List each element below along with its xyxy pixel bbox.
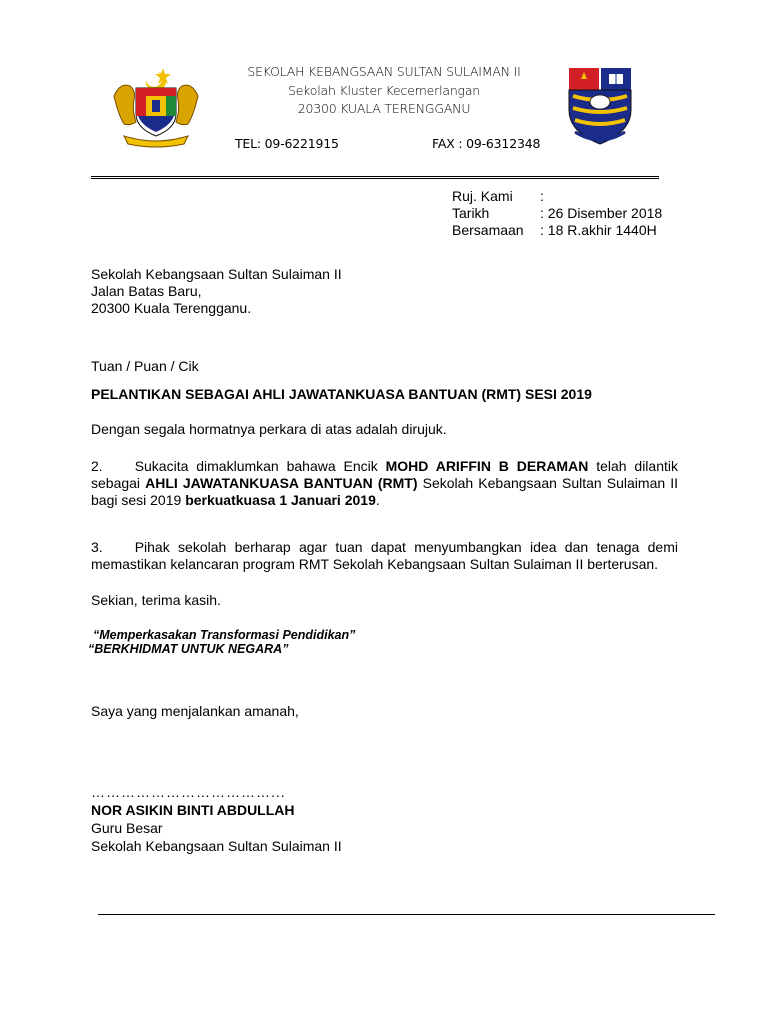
school-subtitle: Sekolah Kluster Kecemerlangan xyxy=(287,83,481,98)
reference-row xyxy=(452,222,662,239)
paragraph-text: Pihak sekolah berharap agar tuan dapat menyumbangkan idea dan tenaga demi memastikan kelancaran program RMT Sekolah Kebangsaan Sultan Sulaiman II berterusan. xyxy=(91,539,678,572)
reference-label: Bersamaan xyxy=(452,222,524,238)
paragraph-number: 2. xyxy=(91,458,103,474)
motto-line-2: “BERKHIDMAT UNTUK NEGARA” xyxy=(88,642,289,656)
appointed-role: AHLI JAWATANKUASA BANTUAN (RMT) xyxy=(145,475,418,491)
telephone-number: TEL: 09-6221915 xyxy=(235,136,339,151)
recipient-line: 20300 Kuala Terengganu. xyxy=(91,300,252,316)
paragraph-2 xyxy=(91,458,678,509)
reference-value: : 26 Disember 2018 xyxy=(540,205,663,221)
letterhead-separator-secondary xyxy=(91,178,659,179)
school-name: SEKOLAH KEBANGSAAN SULTAN SULAIMAN II xyxy=(247,64,521,79)
paragraph-text: telah dilantik sebagai xyxy=(91,458,678,491)
subject-heading: PELANTIKAN SEBAGAI AHLI JAWATANKUASA BANTUAN (RMT) SESI 2019 xyxy=(91,386,592,402)
reference-row xyxy=(452,188,662,205)
salutation: Tuan / Puan / Cik xyxy=(91,358,199,374)
paragraph-text: Sukacita dimaklumkan bahawa Encik xyxy=(134,458,386,474)
malaysia-coat-of-arms-logo xyxy=(108,66,204,148)
closing-line: Sekian, terima kasih. xyxy=(91,592,221,608)
school-address: 20300 KUALA TERENGGANU xyxy=(297,101,471,116)
motto-line-1: “Memperkasakan Transformasi Pendidikan” xyxy=(93,628,356,642)
reference-label: Tarikh xyxy=(452,205,490,221)
reference-block xyxy=(452,188,662,239)
recipient-line: Jalan Batas Baru, xyxy=(91,283,202,299)
signatory-school: Sekolah Kebangsaan Sultan Sulaiman II xyxy=(91,838,342,854)
paragraph-number: 3. xyxy=(91,539,103,555)
recipient-address xyxy=(91,266,342,317)
letterhead-separator xyxy=(91,176,659,177)
reference-value: : 18 R.akhir 1440H xyxy=(540,222,657,238)
signatory-name: NOR ASIKIN BINTI ABDULLAH xyxy=(91,802,295,818)
opening-line: Dengan segala hormatnya perkara di atas adalah dirujuk. xyxy=(91,421,447,437)
signatory-title: Guru Besar xyxy=(91,820,163,836)
appointee-name: MOHD ARIFFIN B DERAMAN xyxy=(385,458,589,474)
reference-value: : xyxy=(540,188,544,204)
effective-date: berkuatkuasa 1 Januari 2019 xyxy=(185,492,376,508)
paragraph-3 xyxy=(91,539,678,573)
fax-number: FAX : 09-6312348 xyxy=(432,136,541,151)
signature-line: ………………………………... xyxy=(91,784,286,800)
paragraph-text: Sekolah Kebangsaan Sultan Sulaiman II bagi sesi 2019 xyxy=(91,475,678,508)
reference-label: Ruj. Kami xyxy=(452,188,513,204)
recipient-line: Sekolah Kebangsaan Sultan Sulaiman II xyxy=(91,266,342,282)
trust-line: Saya yang menjalankan amanah, xyxy=(91,703,299,719)
school-badge-logo xyxy=(565,64,635,148)
footer-separator xyxy=(98,914,715,915)
reference-row xyxy=(452,205,662,222)
paragraph-text: . xyxy=(375,492,380,508)
